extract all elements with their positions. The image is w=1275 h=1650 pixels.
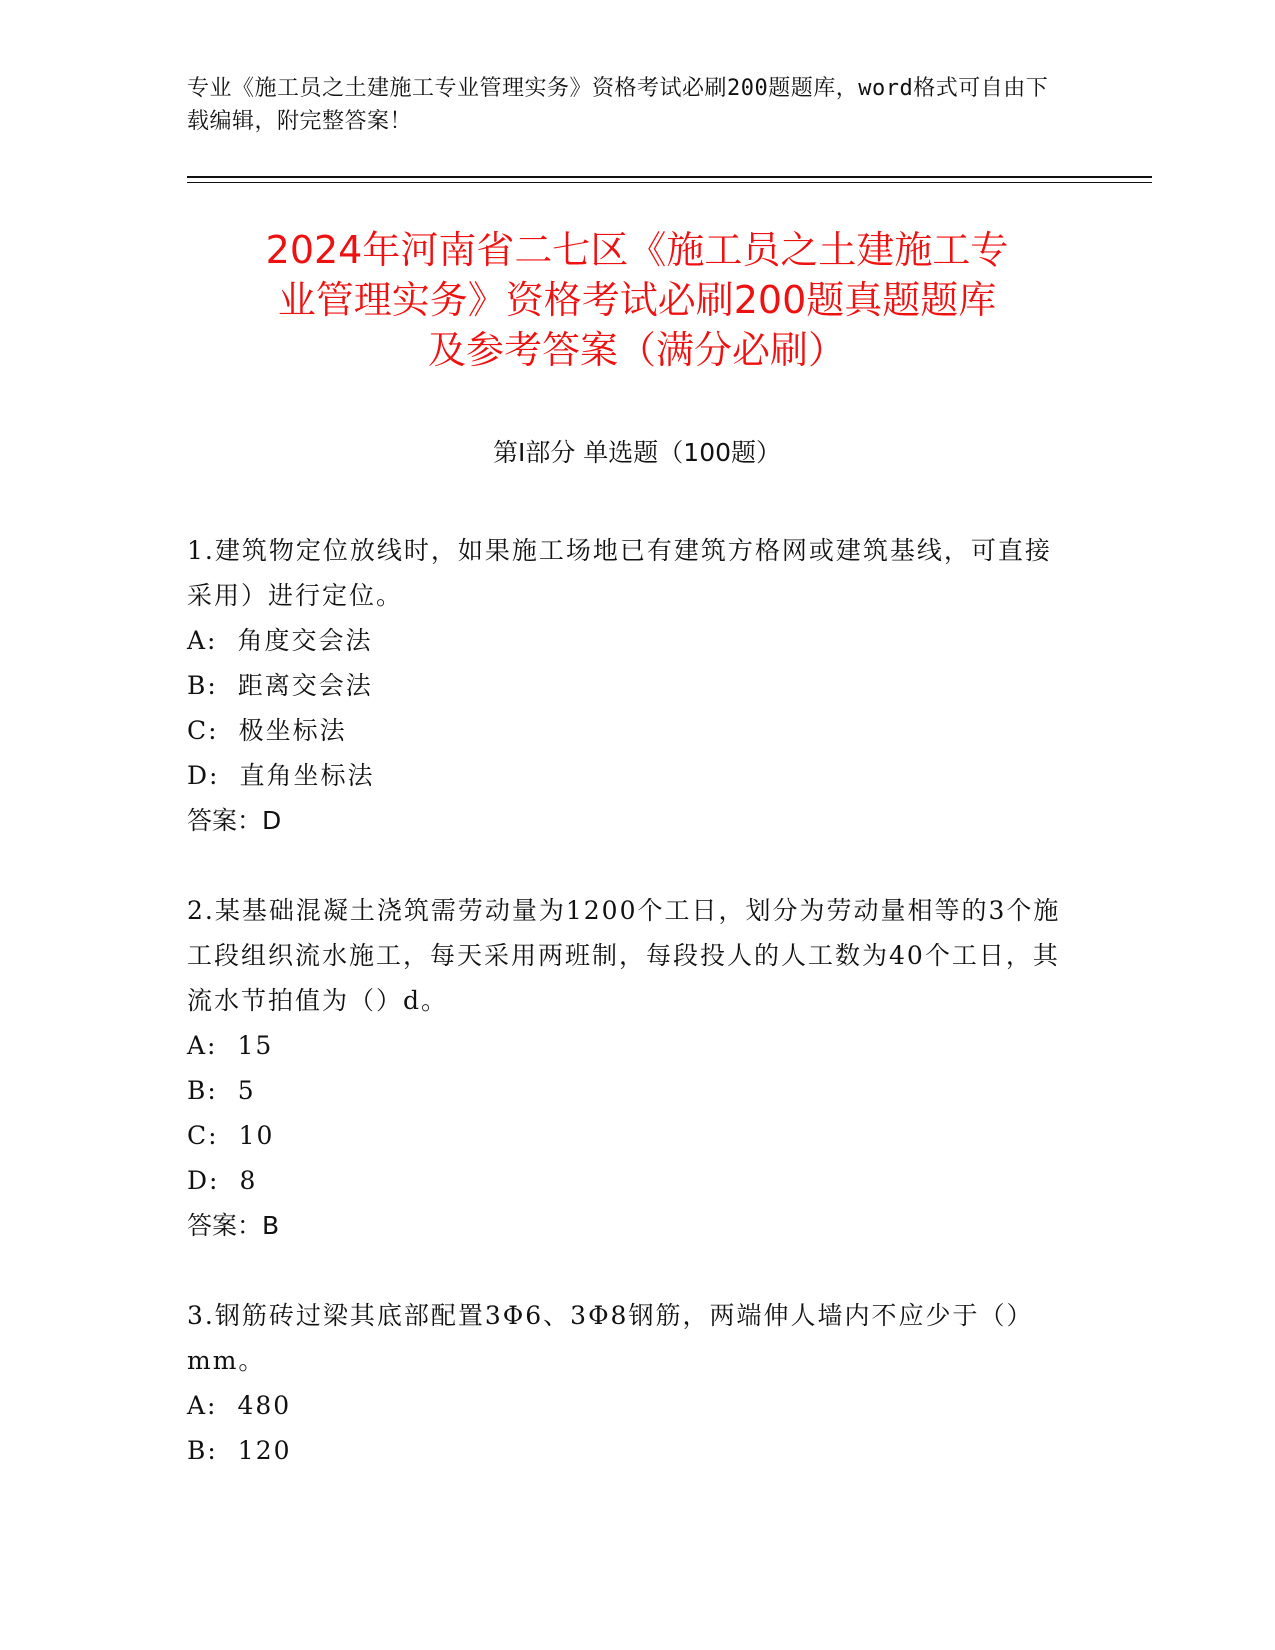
answer-line [187, 798, 1067, 843]
answer-line [187, 1203, 1067, 1248]
option-c [187, 708, 1067, 753]
question-stem: 2.某基础混凝土浇筑需劳动量为1200个工日，划分为劳动量相等的3个施工段组织流水施工，每天采用两班制，每段投人的人工数为40个工日，其流水节拍值为（）d。 [187, 896, 1061, 1015]
option-text: 距离交会法 [237, 671, 373, 700]
option-letter: B: [187, 1076, 218, 1105]
option-letter: D: [187, 761, 220, 790]
option-text: 5 [237, 1076, 256, 1105]
header-rule-thick [187, 176, 1152, 178]
option-letter: A: [187, 626, 218, 655]
option-a [187, 1383, 1067, 1428]
option-text: 15 [237, 1031, 274, 1060]
question-stem: 3.钢筋砖过梁其底部配置3Φ6、3Φ8钢筋，两端伸人墙内不应少于（）mm。 [187, 1301, 1034, 1375]
option-text: 直角坐标法 [239, 761, 375, 790]
option-text: 极坐标法 [238, 716, 347, 745]
option-c [187, 1113, 1067, 1158]
header-rule-thin [187, 182, 1152, 183]
title-line: 2024年河南省二七区《施工员之土建施工专 [265, 228, 1009, 272]
option-b [187, 1068, 1067, 1113]
option-text: 10 [238, 1121, 275, 1150]
option-text: 8 [239, 1166, 258, 1195]
question-list [187, 528, 1067, 1473]
option-letter: A: [187, 1391, 218, 1420]
answer-label: 答案： [187, 806, 263, 835]
document-title [187, 225, 1087, 375]
section-title: 第Ⅰ部分 单选题（100题） [492, 438, 782, 467]
title-line: 业管理实务》资格考试必刷200题真题题库 [277, 278, 997, 322]
answer-value: B [262, 1211, 280, 1240]
option-letter: D: [187, 1166, 220, 1195]
option-d [187, 753, 1067, 798]
option-b [187, 1428, 1067, 1473]
answer-value: D [262, 806, 282, 835]
option-letter: C: [187, 1121, 219, 1150]
title-line: 及参考答案（满分必刷） [427, 328, 846, 372]
option-letter: B: [187, 1436, 218, 1465]
option-a [187, 618, 1067, 663]
option-letter: C: [187, 716, 219, 745]
option-letter: B: [187, 671, 218, 700]
option-text: 480 [237, 1391, 292, 1420]
header-note: 专业《施工员之土建施工专业管理实务》资格考试必刷200题题库，word格式可自由下载编辑，附完整答案！ [187, 76, 1049, 134]
question-stem: 1.建筑物定位放线时，如果施工场地已有建筑方格网或建筑基线，可直接采用）进行定位。 [187, 536, 1052, 610]
option-text: 120 [237, 1436, 292, 1465]
option-b [187, 663, 1067, 708]
option-text: 角度交会法 [237, 626, 373, 655]
option-letter: A: [187, 1031, 218, 1060]
answer-label: 答案： [187, 1211, 263, 1240]
option-a [187, 1023, 1067, 1068]
option-d [187, 1158, 1067, 1203]
question-item [187, 528, 1067, 888]
question-item [187, 888, 1067, 1293]
question-item [187, 1293, 1067, 1473]
